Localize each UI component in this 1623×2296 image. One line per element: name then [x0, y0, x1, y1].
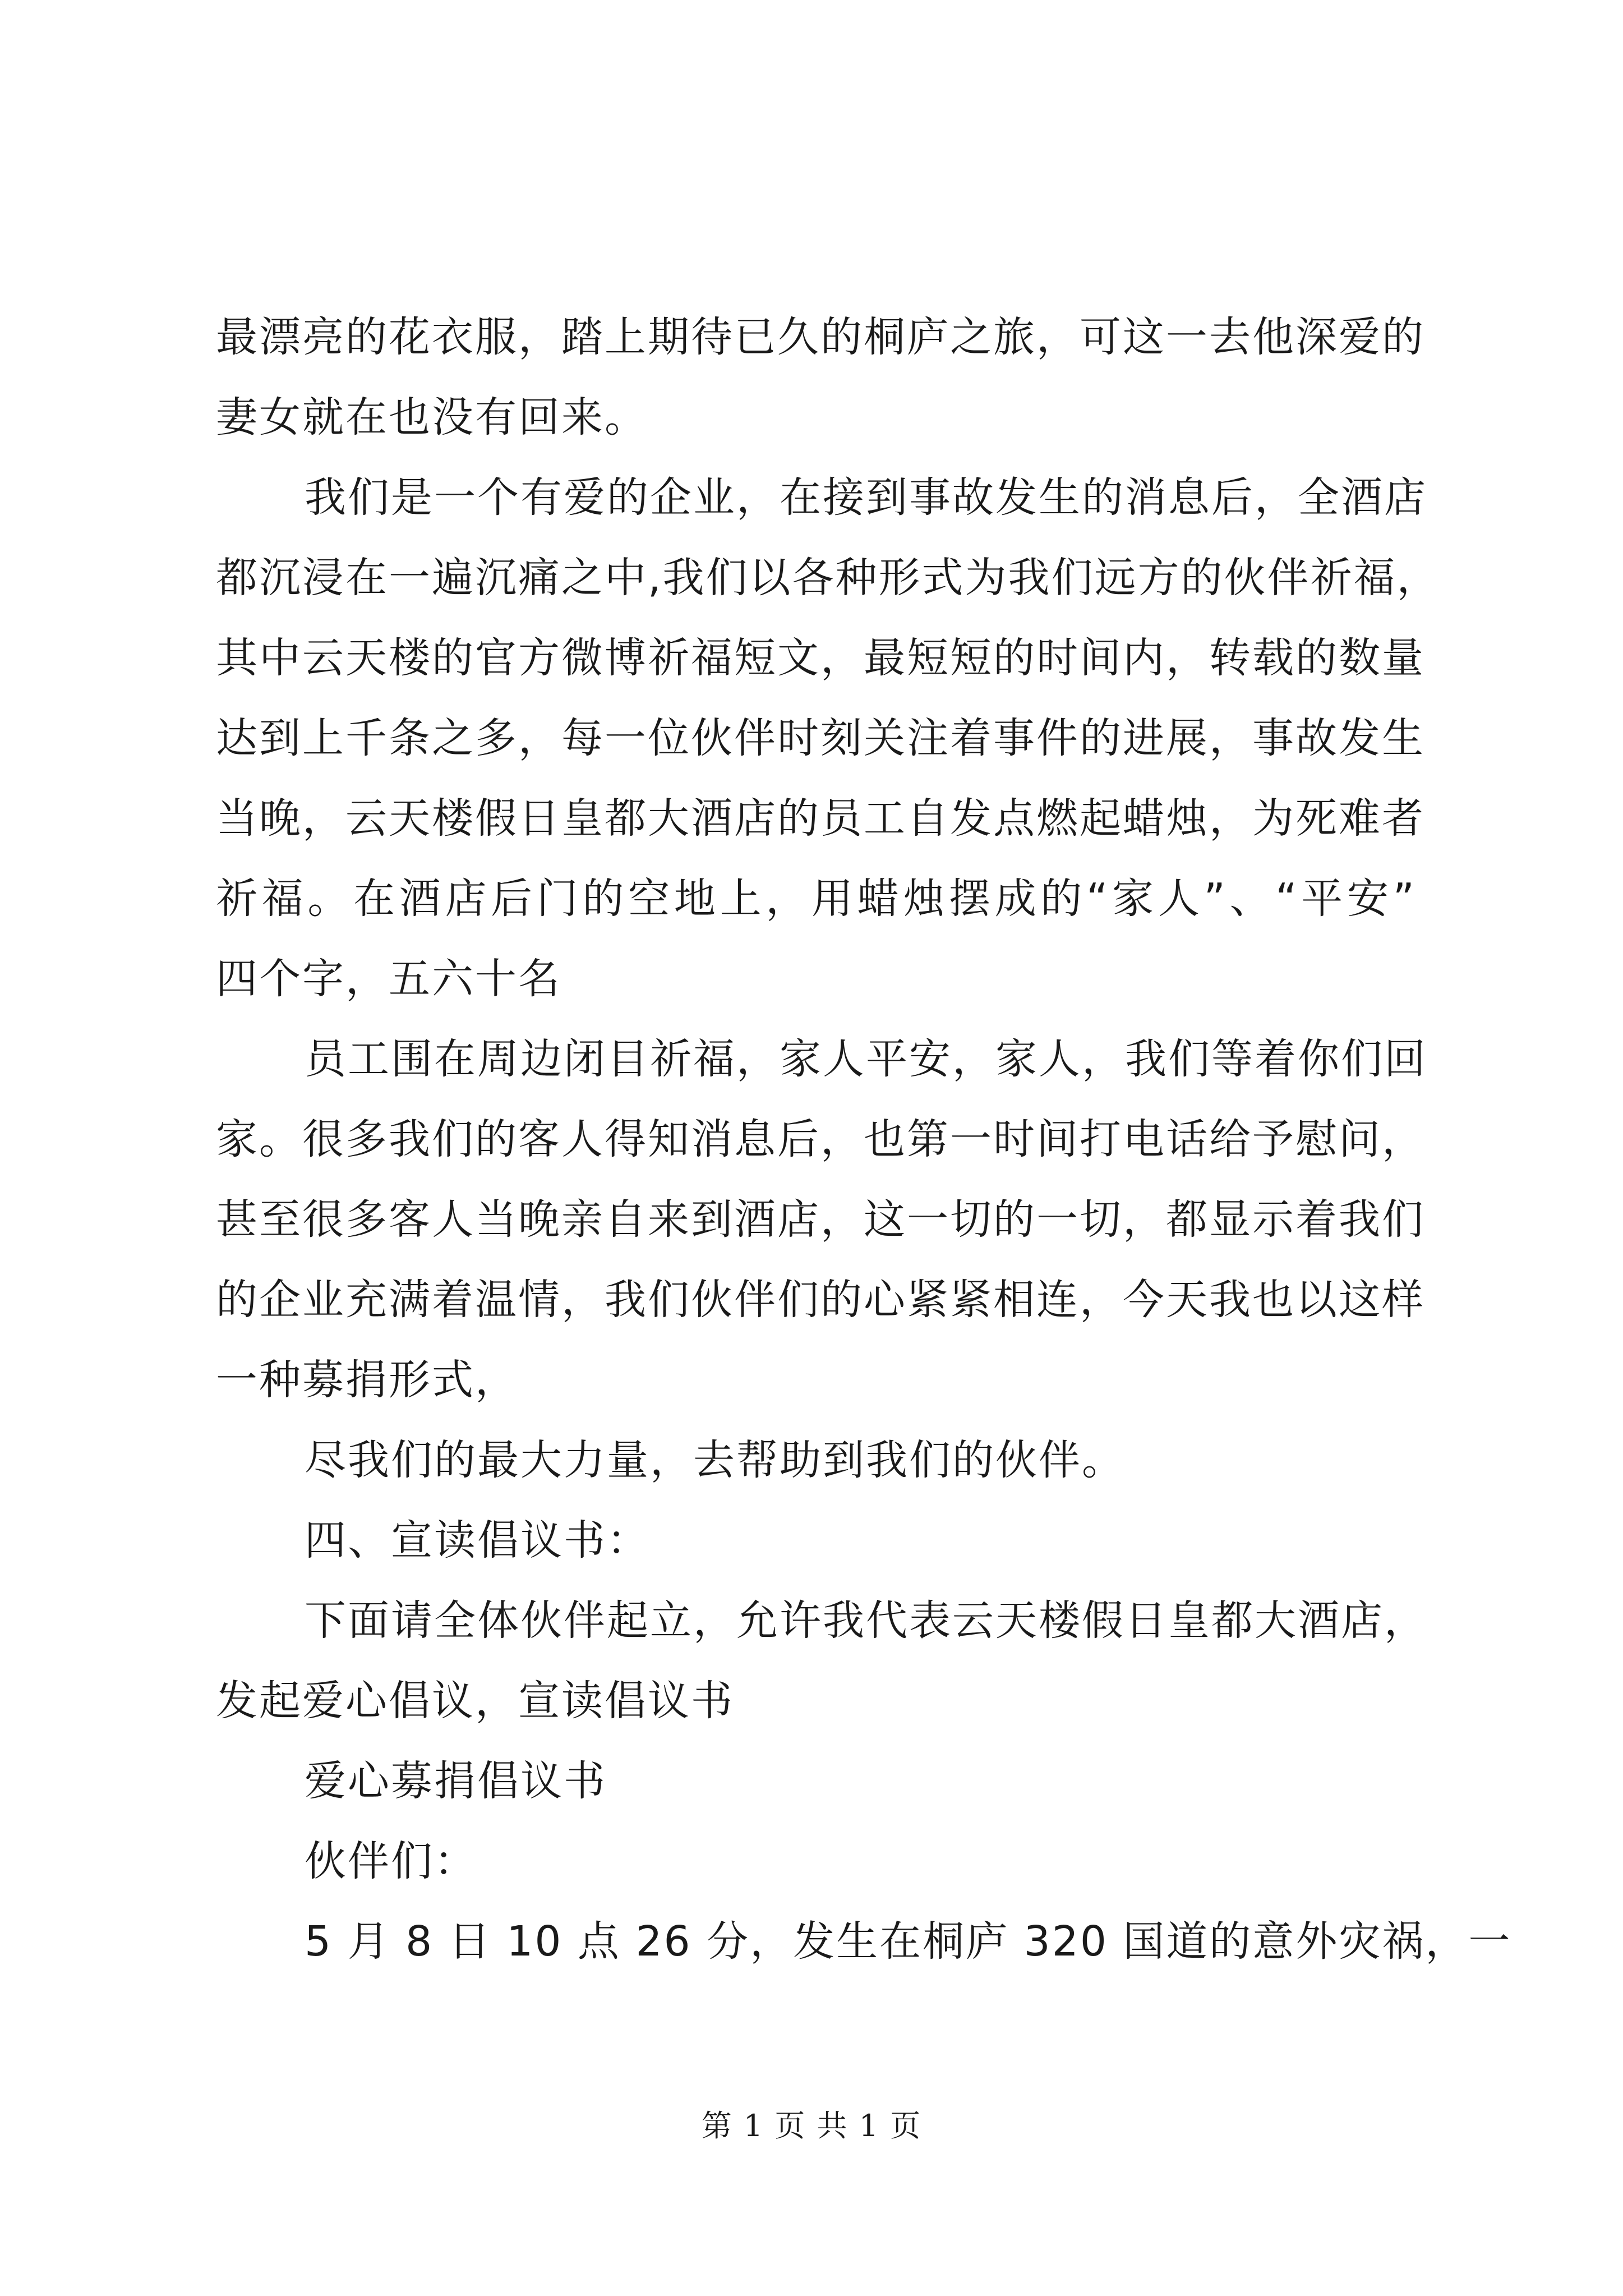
paragraph-start-line: 员工围在周边闭目祈福，家人平安，家人，我们等着你们回: [305, 1035, 1427, 1083]
text-line: 妻女就在也没有回来。: [216, 393, 648, 441]
paragraph-start-line: 我们是一个有爱的企业，在接到事故发生的消息后，全酒店: [305, 473, 1427, 522]
page-footer: 第 1 页 共 1 页: [701, 2108, 922, 2143]
salutation: 伙伴们：: [305, 1837, 477, 1885]
text-line: 祈福。在酒店后门的空地上，用蜡烛摆成的“家人”、“平安”: [216, 875, 1416, 923]
paragraph-start-line: 下面请全体伙伴起立，允许我代表云天楼假日皇都大酒店，: [305, 1596, 1427, 1645]
text-line: 当晚，云天楼假日皇都大酒店的员工自发点燃起蜡烛，为死难者: [216, 794, 1425, 843]
text-line: 发起爱心倡议，宣读倡议书: [216, 1677, 734, 1725]
text-line: 甚至很多客人当晚亲自来到酒店，这一切的一切，都显示着我们: [216, 1195, 1425, 1244]
text-line: 四个字，五六十名: [216, 955, 561, 1003]
section-heading: 四、宣读倡议书：: [305, 1516, 650, 1565]
proposal-title: 爱心募捐倡议书: [305, 1757, 607, 1805]
text-line: 家。很多我们的客人得知消息后，也第一时间打电话给予慰问，: [216, 1115, 1425, 1163]
text-line: 的企业充满着温情，我们伙伴们的心紧紧相连，今天我也以这样: [216, 1276, 1425, 1324]
text-line: 都沉浸在一遍沉痛之中,我们以各种形式为我们远方的伙伴祈福，: [216, 554, 1440, 602]
text-line: 最漂亮的花衣服，踏上期待已久的桐庐之旅，可这一去他深爱的: [216, 313, 1425, 361]
paragraph-start-line: 5 月 8 日 10 点 26 分，发生在桐庐 320 国道的意外灾祸，一: [305, 1917, 1512, 1966]
text-line: 一种募捐形式，: [216, 1356, 518, 1404]
paragraph-start-line: 尽我们的最大力量，去帮助到我们的伙伴。: [305, 1436, 1125, 1484]
text-line: 其中云天楼的官方微博祈福短文，最短短的时间内，转载的数量: [216, 634, 1425, 682]
document-body: [216, 297, 1512, 1982]
text-line: 达到上千条之多，每一位伙伴时刻关注着事件的进展，事故发生: [216, 714, 1425, 762]
